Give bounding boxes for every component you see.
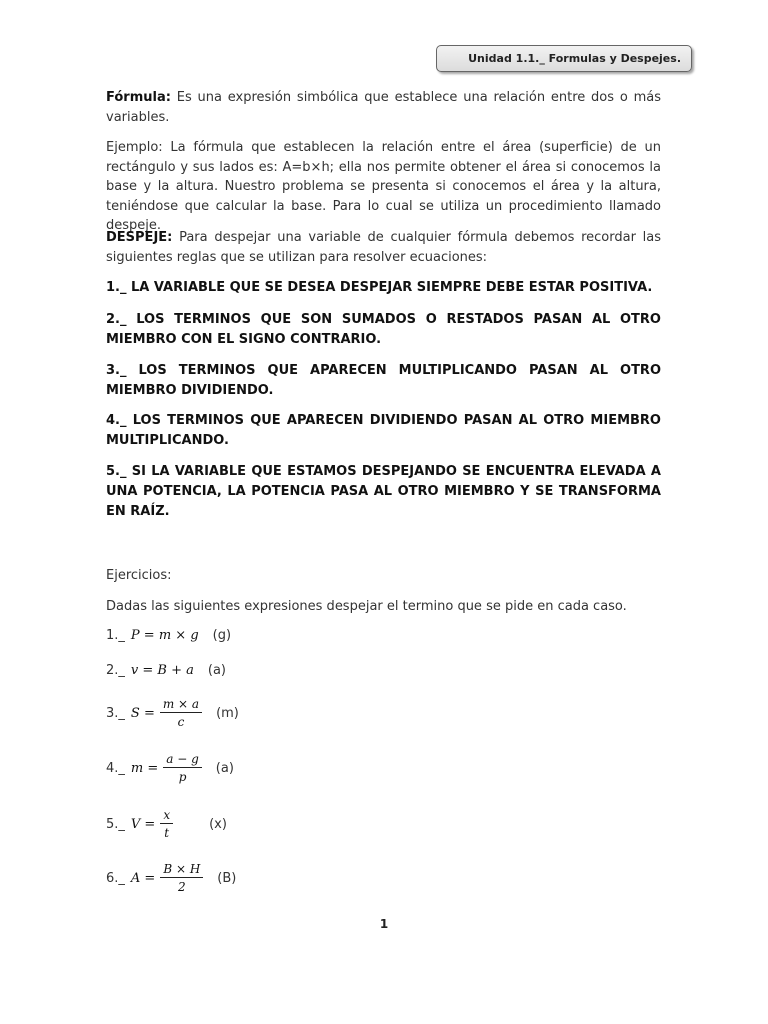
exercise-3 — [106, 697, 239, 729]
exercises-instructions: Dadas las siguientes expresiones despejar el termino que se pide en cada caso. — [106, 599, 627, 614]
rule-3: 3._ LOS TERMINOS QUE APARECEN MULTIPLICANDO PASAN AL OTRO MIEMBRO DIVIDIENDO. — [106, 363, 661, 398]
exercise-formula — [131, 663, 194, 678]
rule-4: 4._ LOS TERMINOS QUE APARECEN DIVIDIENDO PASAN AL OTRO MIEMBRO MULTIPLICANDO. — [106, 413, 661, 448]
despeje-text: Para despejar una variable de cualquier fórmula debemos recordar las siguientes reglas que se utilizan para resolver ecuaciones: — [106, 230, 661, 265]
unit-title: Unidad 1.1._ Formulas y Despejes. — [468, 52, 681, 65]
exercise-target: (a) — [215, 760, 234, 776]
fraction-denominator: c — [177, 715, 185, 729]
exercise-number: 6._ — [106, 870, 125, 886]
fraction — [160, 862, 203, 894]
rule-1: 1._ LA VARIABLE QUE SE DESEA DESPEJAR SIEMPRE DEBE ESTAR POSITIVA. — [106, 280, 653, 295]
formula-lhs: m = — [130, 760, 159, 776]
exercise-number: 1._ — [106, 628, 125, 643]
formula-expression: B + a — [157, 663, 194, 678]
exercise-target: (m) — [216, 705, 239, 721]
fraction-denominator: 2 — [177, 880, 186, 894]
exercise-formula — [131, 808, 173, 840]
formula-term: Fórmula: — [106, 90, 171, 105]
formula-lhs: S = — [130, 705, 155, 721]
page-number: 1 — [379, 917, 389, 931]
exercise-formula — [131, 752, 202, 784]
formula-definition — [106, 88, 661, 127]
fraction — [163, 752, 202, 784]
exercise-number: 5._ — [106, 816, 125, 832]
exercise-target: (a) — [207, 663, 227, 678]
fraction — [160, 697, 202, 729]
exercise-4 — [106, 752, 234, 784]
formula-lhs: V = — [130, 816, 156, 832]
exercise-target: (g) — [212, 628, 232, 643]
fraction — [160, 808, 173, 840]
formula-lhs: v = — [130, 663, 154, 678]
fraction-numerator: B × H — [160, 862, 203, 878]
exercise-6 — [106, 862, 236, 894]
exercise-formula — [131, 697, 202, 729]
exercise-number: 3._ — [106, 705, 125, 721]
exercise-1 — [106, 628, 231, 643]
despeje-paragraph — [106, 228, 661, 267]
fraction-denominator: t — [164, 826, 170, 840]
formula-lhs: P = — [130, 628, 155, 643]
formula-expression: m × g — [158, 628, 199, 643]
rule-2: 2._ LOS TERMINOS QUE SON SUMADOS O RESTADOS PASAN AL OTRO MIEMBRO CON EL SIGNO CONTRARIO. — [106, 312, 661, 347]
exercise-target: (B) — [217, 870, 237, 886]
fraction-numerator: a − g — [163, 752, 202, 768]
exercise-2 — [106, 663, 226, 678]
fraction-denominator: p — [178, 770, 187, 784]
exercises-title: Ejercicios: — [106, 568, 172, 583]
rule-5: 5._ SI LA VARIABLE QUE ESTAMOS DESPEJANDO SE ENCUENTRA ELEVADA A UNA POTENCIA, LA POTENCIA PASA AL OTRO MIEMBRO Y SE TRANSFORMA EN RAÍZ. — [106, 464, 661, 519]
formula-lhs: A = — [130, 870, 156, 886]
example-paragraph: Ejemplo: La fórmula que establecen la relación entre el área (superficie) de un rectángulo y sus lados es: A=b×h; ella nos permite obtener el área si conocemos la base y la altura. Nuestro problema se presenta si conocemos el área y la altura, teniéndose que calcular la base. Para lo cual se utiliza un procedimiento llamado despeje. — [106, 140, 661, 233]
exercise-5 — [106, 808, 227, 840]
fraction-numerator: x — [160, 808, 173, 824]
unit-header-box — [436, 45, 692, 72]
exercise-number: 2._ — [106, 663, 125, 678]
exercise-target: (x) — [209, 816, 227, 832]
exercise-number: 4._ — [106, 760, 125, 776]
formula-text: Es una expresión simbólica que establece una relación entre dos o más variables. — [106, 90, 661, 125]
exercise-formula — [131, 862, 203, 894]
fraction-numerator: m × a — [160, 697, 202, 713]
despeje-term: DESPEJE: — [106, 230, 173, 245]
exercise-formula — [131, 628, 199, 643]
